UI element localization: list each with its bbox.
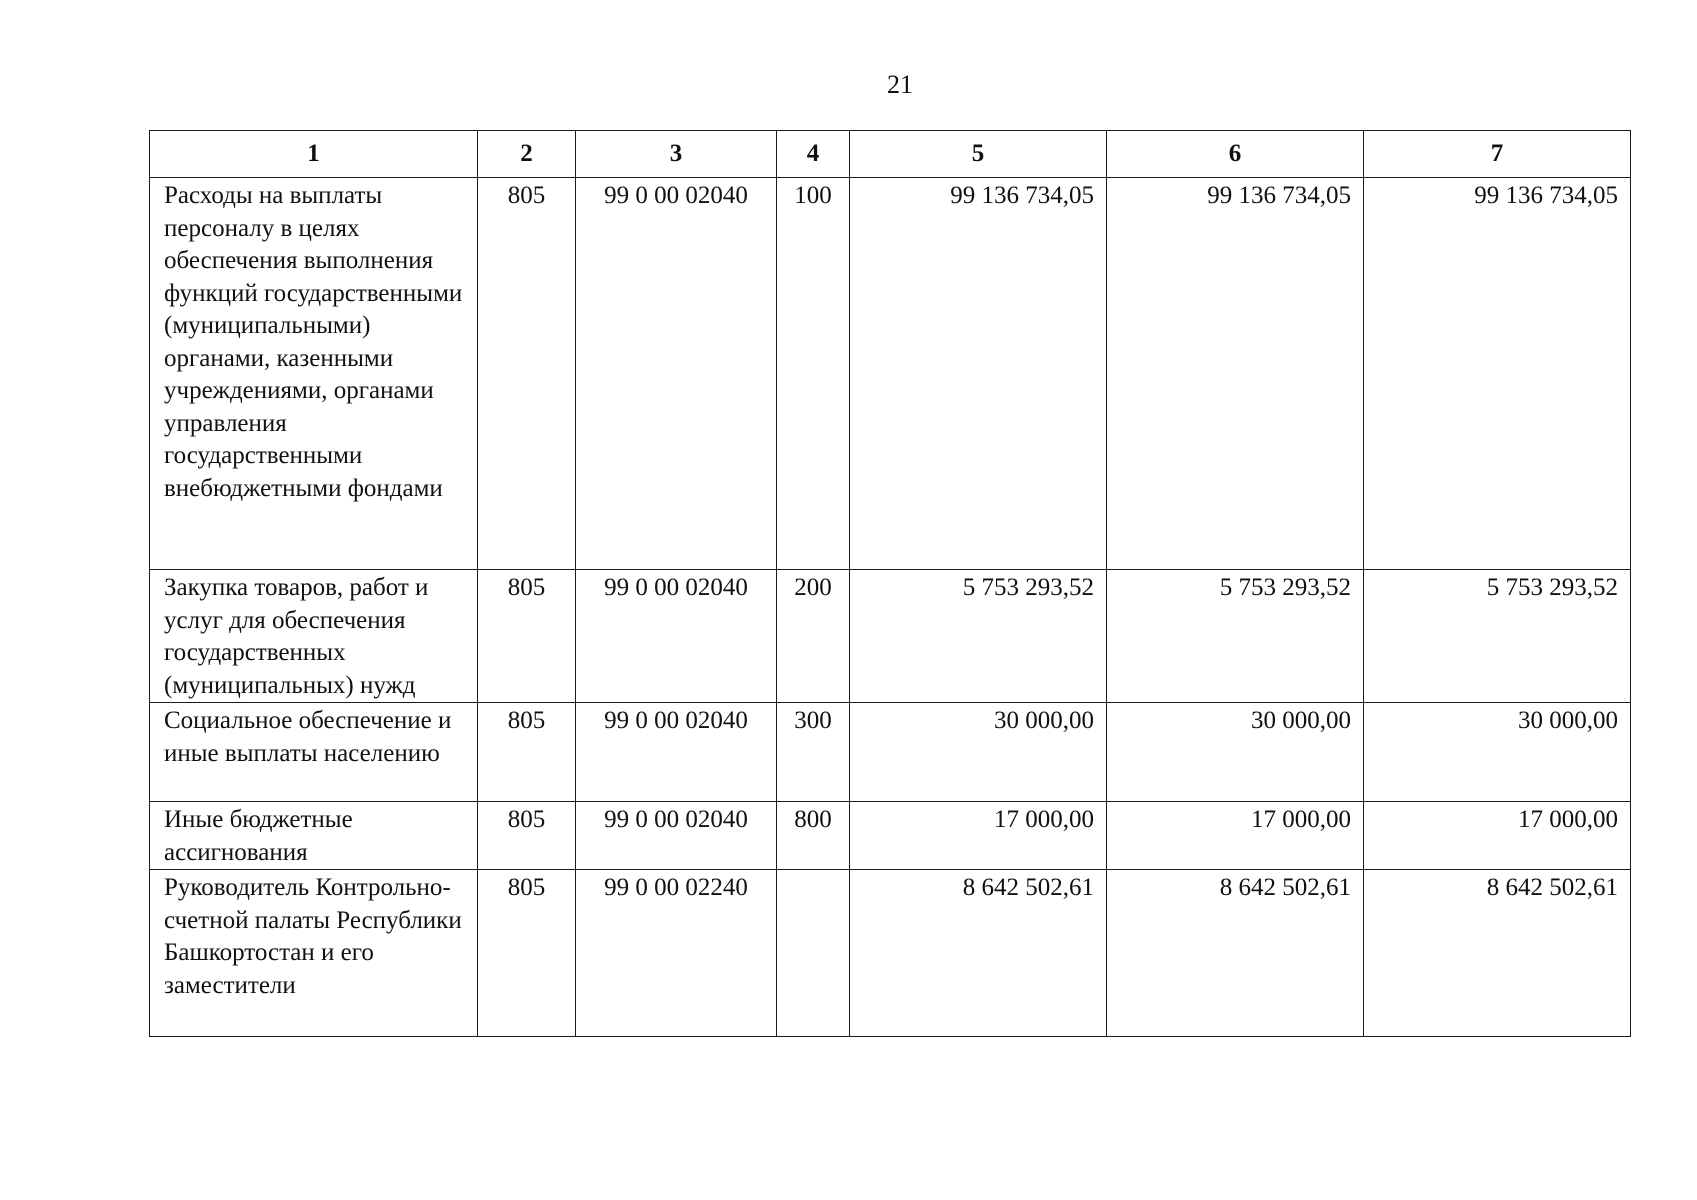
row-amount-3-cell: 17 000,00 — [1364, 802, 1631, 870]
header-cell-4: 4 — [777, 131, 850, 178]
row-amount-1-cell: 30 000,00 — [850, 703, 1107, 802]
row-grbs-cell: 805 — [478, 870, 576, 1037]
row-name-cell: Иные бюджетные ассигнования — [150, 802, 478, 870]
row-target-article-cell: 99 0 00 02040 — [576, 178, 777, 570]
header-cell-3: 3 — [576, 131, 777, 178]
row-name-cell: Расходы на выплаты персоналу в целях обеспечения выполнения функций государственными (муниципальными) органами, казенными учреждениями, органами управления государственными внебюджетными фондами — [150, 178, 478, 570]
row-amount-3-cell: 99 136 734,05 — [1364, 178, 1631, 570]
table-row — [150, 870, 1631, 1037]
row-amount-1-cell: 17 000,00 — [850, 802, 1107, 870]
table-row — [150, 703, 1631, 802]
header-cell-7: 7 — [1364, 131, 1631, 178]
row-amount-3-cell: 5 753 293,52 — [1364, 570, 1631, 703]
table-row — [150, 178, 1631, 570]
table-header-row — [150, 131, 1631, 178]
budget-table — [149, 130, 1631, 1037]
table-row — [150, 570, 1631, 703]
row-amount-1-cell: 99 136 734,05 — [850, 178, 1107, 570]
page-number: 21 — [887, 70, 913, 99]
row-amount-1-cell: 8 642 502,61 — [850, 870, 1107, 1037]
row-amount-1-cell: 5 753 293,52 — [850, 570, 1107, 703]
row-grbs-cell: 805 — [478, 178, 576, 570]
header-cell-5: 5 — [850, 131, 1107, 178]
row-target-article-cell: 99 0 00 02040 — [576, 703, 777, 802]
row-expense-type-cell: 300 — [777, 703, 850, 802]
row-name-cell: Руководитель Контрольно-счетной палаты Республики Башкортостан и его заместители — [150, 870, 478, 1037]
row-amount-3-cell: 8 642 502,61 — [1364, 870, 1631, 1037]
row-target-article-cell: 99 0 00 02240 — [576, 870, 777, 1037]
row-target-article-cell: 99 0 00 02040 — [576, 570, 777, 703]
header-cell-1: 1 — [150, 131, 478, 178]
row-expense-type-cell: 100 — [777, 178, 850, 570]
row-target-article-cell: 99 0 00 02040 — [576, 802, 777, 870]
row-amount-3-cell: 30 000,00 — [1364, 703, 1631, 802]
row-expense-type-cell: 800 — [777, 802, 850, 870]
table-row — [150, 802, 1631, 870]
row-grbs-cell: 805 — [478, 802, 576, 870]
header-cell-2: 2 — [478, 131, 576, 178]
row-expense-type-cell — [777, 870, 850, 1037]
header-cell-6: 6 — [1107, 131, 1364, 178]
row-grbs-cell: 805 — [478, 703, 576, 802]
row-amount-2-cell: 5 753 293,52 — [1107, 570, 1364, 703]
row-expense-type-cell: 200 — [777, 570, 850, 703]
row-amount-2-cell: 17 000,00 — [1107, 802, 1364, 870]
row-name-cell: Социальное обеспечение и иные выплаты населению — [150, 703, 478, 802]
row-amount-2-cell: 8 642 502,61 — [1107, 870, 1364, 1037]
row-amount-2-cell: 99 136 734,05 — [1107, 178, 1364, 570]
row-grbs-cell: 805 — [478, 570, 576, 703]
row-amount-2-cell: 30 000,00 — [1107, 703, 1364, 802]
row-name-cell: Закупка товаров, работ и услуг для обеспечения государственных (муниципальных) нужд — [150, 570, 478, 703]
